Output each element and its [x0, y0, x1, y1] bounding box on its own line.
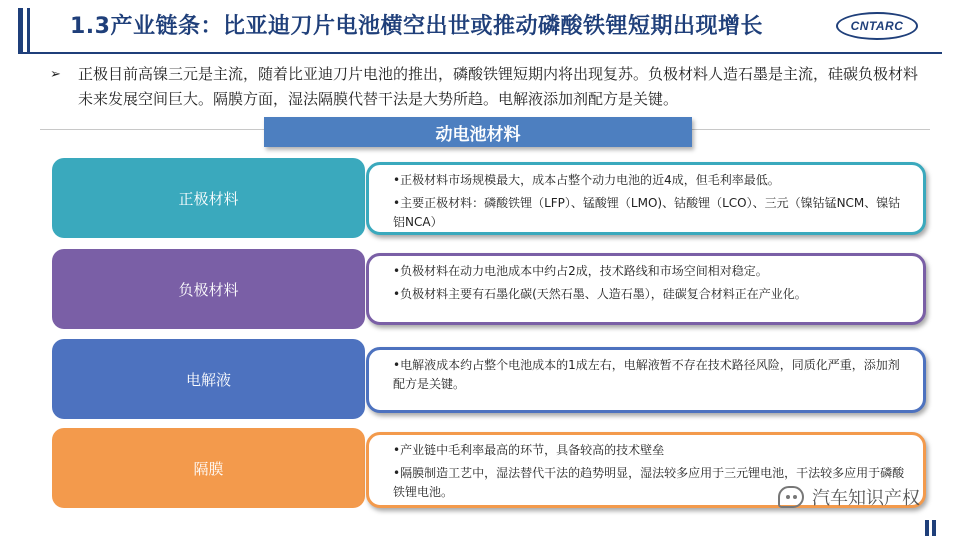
detail-line: •产业链中毛利率最高的环节，具备较高的技术壁垒 [393, 443, 665, 457]
detail-line: •隔膜制造工艺中，湿法替代干法的趋势明显，湿法较多应用于三元锂电池，干法较多应用于磷酸铁锂电池。 [393, 466, 905, 499]
detail-line: •负极材料在动力电池成本中约占2成，技术路线和市场空间相对稳定。 [393, 264, 768, 278]
category-anode: 负极材料 [52, 249, 365, 329]
arrow-bullet-icon: ➢ [50, 67, 61, 82]
category-electrolyte: 电解液 [52, 339, 365, 419]
detail-box-cathode [366, 162, 926, 235]
wechat-icon [778, 486, 804, 508]
section-title: 动电池材料 [264, 117, 692, 147]
detail-line: •负极材料主要有石墨化碳(天然石墨、人造石墨），硅碳复合材料正在产业化。 [393, 287, 807, 301]
detail-line: •电解液成本约占整个电池成本的1成左右，电解液暂不存在技术路径风险，同质化严重，添加剂配方是关键。 [393, 358, 900, 391]
detail-box-electrolyte [366, 347, 926, 413]
intro-text: 正极目前高镍三元是主流，随着比亚迪刀片电池的推出，磷酸铁锂短期内将出现复苏。负极材料人造石墨是主流，硅碳负极材料未来发展空间巨大。隔膜方面，湿法隔膜代替干法是大势所趋。电解液添加剂配方是关键。 [78, 65, 919, 108]
company-logo: CNTARC [836, 12, 918, 40]
category-cathode: 正极材料 [52, 158, 365, 238]
page-title: 1.3产业链条：比亚迪刀片电池横空出世或推动磷酸铁锂短期出现增长 [70, 14, 763, 39]
corner-decoration [925, 520, 936, 536]
intro-paragraph [50, 62, 930, 112]
detail-line: •主要正极材料：磷酸铁锂（LFP）、锰酸锂（LMO)、钴酸锂（LCO）、三元（镍钴锰NCM、镍钴铝NCA） [393, 196, 901, 229]
detail-line: •正极材料市场规模最大，成本占整个动力电池的近4成，但毛利率最低。 [393, 173, 780, 187]
header-decoration [18, 8, 30, 52]
category-separator: 隔膜 [52, 428, 365, 508]
detail-box-anode [366, 253, 926, 325]
watermark [778, 484, 920, 510]
header-divider [18, 52, 942, 54]
watermark-text: 汽车知识产权 [812, 488, 920, 509]
